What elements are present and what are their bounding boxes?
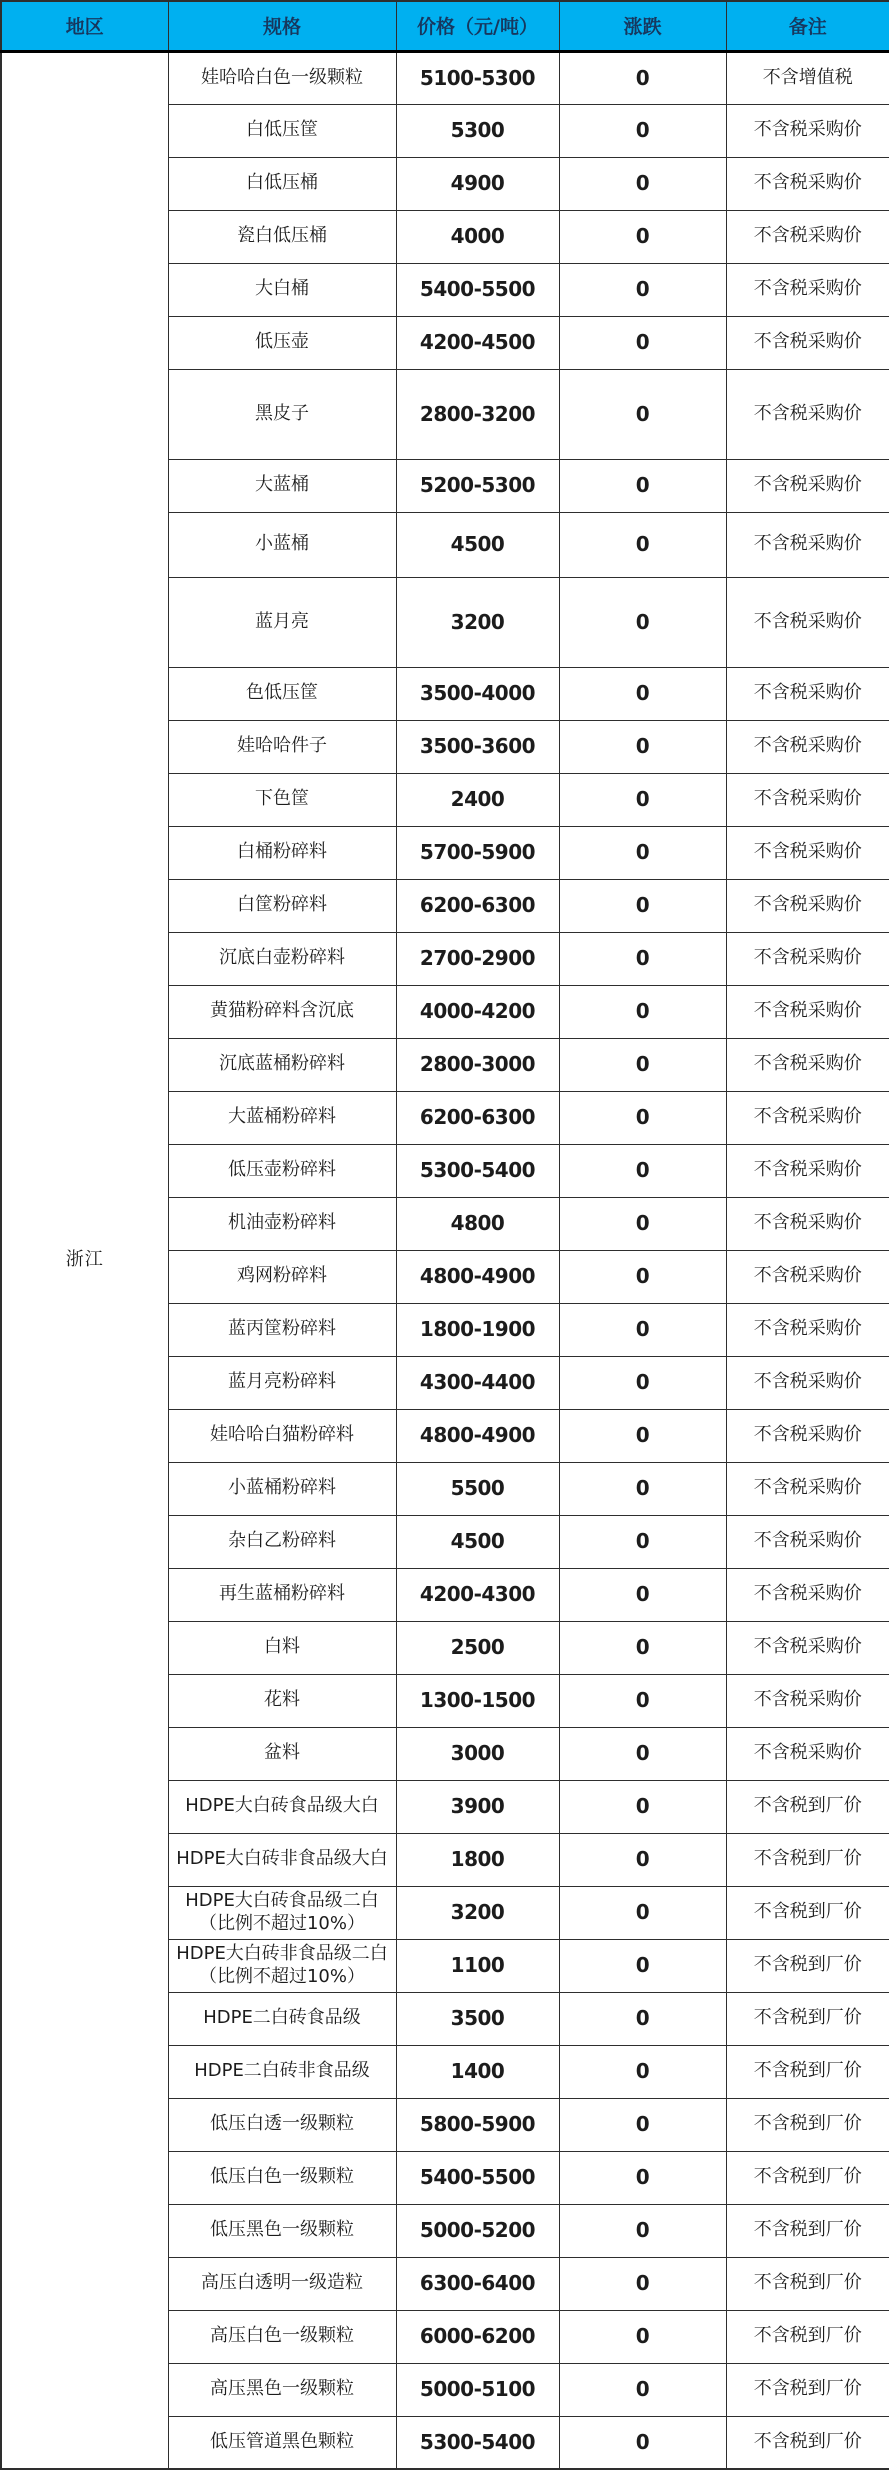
change-cell: 0 <box>559 157 726 210</box>
spec-cell: 娃哈哈件子 <box>168 720 396 773</box>
price-cell: 3900 <box>396 1780 559 1833</box>
col-header-spec: 规格 <box>168 1 396 51</box>
price-cell: 3200 <box>396 577 559 667</box>
change-cell: 0 <box>559 2045 726 2098</box>
spec-cell: HDPE二白砖非食品级 <box>168 2045 396 2098</box>
change-cell: 0 <box>559 263 726 316</box>
col-header-price: 价格（元/吨） <box>396 1 559 51</box>
spec-cell: 白料 <box>168 1621 396 1674</box>
remark-cell: 不含税采购价 <box>726 826 889 879</box>
spec-cell: 蓝丙筐粉碎料 <box>168 1303 396 1356</box>
spec-cell: 高压白色一级颗粒 <box>168 2310 396 2363</box>
price-cell: 4800 <box>396 1197 559 1250</box>
price-cell: 3500-4000 <box>396 667 559 720</box>
region-cell: 浙江 <box>1 51 168 2469</box>
col-header-remark: 备注 <box>726 1 889 51</box>
change-cell: 0 <box>559 1780 726 1833</box>
remark-cell: 不含税采购价 <box>726 985 889 1038</box>
spec-cell: 杂白乙粉碎料 <box>168 1515 396 1568</box>
change-cell: 0 <box>559 1833 726 1886</box>
remark-cell: 不含税采购价 <box>726 1303 889 1356</box>
remark-cell: 不含税到厂价 <box>726 1833 889 1886</box>
spec-cell: 高压黑色一级颗粒 <box>168 2363 396 2416</box>
remark-cell: 不含税到厂价 <box>726 2363 889 2416</box>
change-cell: 0 <box>559 2257 726 2310</box>
price-cell: 5300 <box>396 104 559 157</box>
change-cell: 0 <box>559 1038 726 1091</box>
remark-cell: 不含税到厂价 <box>726 2045 889 2098</box>
price-cell: 3200 <box>396 1886 559 1939</box>
remark-cell: 不含税采购价 <box>726 1356 889 1409</box>
spec-cell: 白筐粉碎料 <box>168 879 396 932</box>
change-cell: 0 <box>559 1250 726 1303</box>
price-cell: 6200-6300 <box>396 1091 559 1144</box>
price-cell: 1400 <box>396 2045 559 2098</box>
price-cell: 5300-5400 <box>396 1144 559 1197</box>
price-cell: 2800-3200 <box>396 369 559 459</box>
change-cell: 0 <box>559 667 726 720</box>
price-cell: 5300-5400 <box>396 2416 559 2469</box>
change-cell: 0 <box>559 1674 726 1727</box>
price-cell: 5700-5900 <box>396 826 559 879</box>
spec-cell: 低压壶 <box>168 316 396 369</box>
spec-cell: 娃哈哈白猫粉碎料 <box>168 1409 396 1462</box>
change-cell: 0 <box>559 1992 726 2045</box>
change-cell: 0 <box>559 1568 726 1621</box>
remark-cell: 不含税采购价 <box>726 1674 889 1727</box>
spec-cell: 瓷白低压桶 <box>168 210 396 263</box>
spec-cell: 下色筐 <box>168 773 396 826</box>
change-cell: 0 <box>559 104 726 157</box>
change-cell: 0 <box>559 1621 726 1674</box>
spec-cell: 大蓝桶粉碎料 <box>168 1091 396 1144</box>
spec-cell: 低压黑色一级颗粒 <box>168 2204 396 2257</box>
remark-cell: 不含税采购价 <box>726 1038 889 1091</box>
price-cell: 4200-4300 <box>396 1568 559 1621</box>
change-cell: 0 <box>559 1462 726 1515</box>
remark-cell: 不含税到厂价 <box>726 1992 889 2045</box>
change-cell: 0 <box>559 985 726 1038</box>
price-cell: 4800-4900 <box>396 1409 559 1462</box>
price-cell: 2500 <box>396 1621 559 1674</box>
price-cell: 5000-5100 <box>396 2363 559 2416</box>
change-cell: 0 <box>559 1727 726 1780</box>
price-cell: 2800-3000 <box>396 1038 559 1091</box>
remark-cell: 不含税到厂价 <box>726 1780 889 1833</box>
spec-cell: 低压壶粉碎料 <box>168 1144 396 1197</box>
remark-cell: 不含税采购价 <box>726 369 889 459</box>
spec-cell: HDPE大白砖非食品级大白 <box>168 1833 396 1886</box>
change-cell: 0 <box>559 1197 726 1250</box>
price-cell: 4000 <box>396 210 559 263</box>
remark-cell: 不含税到厂价 <box>726 2416 889 2469</box>
change-cell: 0 <box>559 369 726 459</box>
change-cell: 0 <box>559 316 726 369</box>
remark-cell: 不含税到厂价 <box>726 2098 889 2151</box>
spec-cell: HDPE大白砖食品级大白 <box>168 1780 396 1833</box>
spec-cell: 黄猫粉碎料含沉底 <box>168 985 396 1038</box>
spec-cell: HDPE大白砖食品级二白（比例不超过10%） <box>168 1886 396 1939</box>
price-cell: 4900 <box>396 157 559 210</box>
change-cell: 0 <box>559 1303 726 1356</box>
change-cell: 0 <box>559 2204 726 2257</box>
change-cell: 0 <box>559 773 726 826</box>
spec-cell: 机油壶粉碎料 <box>168 1197 396 1250</box>
change-cell: 0 <box>559 459 726 512</box>
remark-cell: 不含税到厂价 <box>726 1939 889 1992</box>
price-cell: 1100 <box>396 1939 559 1992</box>
price-cell: 4800-4900 <box>396 1250 559 1303</box>
price-cell: 4200-4500 <box>396 316 559 369</box>
change-cell: 0 <box>559 826 726 879</box>
change-cell: 0 <box>559 1515 726 1568</box>
price-cell: 4500 <box>396 1515 559 1568</box>
header-row <box>1 1 889 51</box>
change-cell: 0 <box>559 720 726 773</box>
price-cell: 1800-1900 <box>396 1303 559 1356</box>
change-cell: 0 <box>559 1939 726 1992</box>
spec-cell: 大白桶 <box>168 263 396 316</box>
change-cell: 0 <box>559 2363 726 2416</box>
spec-cell: 低压白色一级颗粒 <box>168 2151 396 2204</box>
spec-cell: 花料 <box>168 1674 396 1727</box>
spec-cell: 蓝月亮粉碎料 <box>168 1356 396 1409</box>
spec-cell: 小蓝桶 <box>168 512 396 577</box>
price-cell: 5200-5300 <box>396 459 559 512</box>
remark-cell: 不含税到厂价 <box>726 2204 889 2257</box>
spec-cell: 小蓝桶粉碎料 <box>168 1462 396 1515</box>
price-cell: 3000 <box>396 1727 559 1780</box>
change-cell: 0 <box>559 2416 726 2469</box>
remark-cell: 不含税采购价 <box>726 720 889 773</box>
change-cell: 0 <box>559 577 726 667</box>
change-cell: 0 <box>559 879 726 932</box>
remark-cell: 不含税采购价 <box>726 157 889 210</box>
remark-cell: 不含税采购价 <box>726 932 889 985</box>
price-cell: 4300-4400 <box>396 1356 559 1409</box>
change-cell: 0 <box>559 2310 726 2363</box>
col-header-change: 涨跌 <box>559 1 726 51</box>
remark-cell: 不含税采购价 <box>726 1462 889 1515</box>
spec-cell: 白桶粉碎料 <box>168 826 396 879</box>
spec-cell: 沉底白壶粉碎料 <box>168 932 396 985</box>
spec-cell: 白低压筐 <box>168 104 396 157</box>
price-cell: 5500 <box>396 1462 559 1515</box>
remark-cell: 不含税采购价 <box>726 459 889 512</box>
table-body <box>1 51 889 2469</box>
remark-cell: 不含税采购价 <box>726 1568 889 1621</box>
change-cell: 0 <box>559 932 726 985</box>
change-cell: 0 <box>559 1409 726 1462</box>
change-cell: 0 <box>559 2098 726 2151</box>
remark-cell: 不含税到厂价 <box>726 2257 889 2310</box>
spec-cell: 低压管道黑色颗粒 <box>168 2416 396 2469</box>
price-cell: 6200-6300 <box>396 879 559 932</box>
price-cell: 1800 <box>396 1833 559 1886</box>
spec-cell: 娃哈哈白色一级颗粒 <box>168 51 396 104</box>
spec-cell: 大蓝桶 <box>168 459 396 512</box>
price-cell: 3500 <box>396 1992 559 2045</box>
change-cell: 0 <box>559 210 726 263</box>
price-cell: 5800-5900 <box>396 2098 559 2151</box>
spec-cell: 黑皮子 <box>168 369 396 459</box>
spec-cell: HDPE大白砖非食品级二白（比例不超过10%） <box>168 1939 396 1992</box>
change-cell: 0 <box>559 512 726 577</box>
price-cell: 5400-5500 <box>396 2151 559 2204</box>
remark-cell: 不含增值税 <box>726 51 889 104</box>
price-cell: 4500 <box>396 512 559 577</box>
price-cell: 2700-2900 <box>396 932 559 985</box>
price-cell: 1300-1500 <box>396 1674 559 1727</box>
spec-cell: 色低压筐 <box>168 667 396 720</box>
price-cell: 5000-5200 <box>396 2204 559 2257</box>
col-header-region: 地区 <box>1 1 168 51</box>
price-cell: 6300-6400 <box>396 2257 559 2310</box>
spec-cell: 蓝月亮 <box>168 577 396 667</box>
remark-cell: 不含税采购价 <box>726 879 889 932</box>
table-row <box>1 51 889 104</box>
remark-cell: 不含税采购价 <box>726 512 889 577</box>
price-cell: 5400-5500 <box>396 263 559 316</box>
remark-cell: 不含税采购价 <box>726 667 889 720</box>
change-cell: 0 <box>559 2151 726 2204</box>
spec-cell: 鸡网粉碎料 <box>168 1250 396 1303</box>
price-cell: 2400 <box>396 773 559 826</box>
remark-cell: 不含税采购价 <box>726 1515 889 1568</box>
price-cell: 3500-3600 <box>396 720 559 773</box>
remark-cell: 不含税采购价 <box>726 1197 889 1250</box>
spec-cell: 沉底蓝桶粉碎料 <box>168 1038 396 1091</box>
spec-cell: 低压白透一级颗粒 <box>168 2098 396 2151</box>
remark-cell: 不含税采购价 <box>726 1091 889 1144</box>
spec-cell: 再生蓝桶粉碎料 <box>168 1568 396 1621</box>
spec-cell: HDPE二白砖食品级 <box>168 1992 396 2045</box>
remark-cell: 不含税采购价 <box>726 773 889 826</box>
change-cell: 0 <box>559 51 726 104</box>
spec-cell: 高压白透明一级造粒 <box>168 2257 396 2310</box>
remark-cell: 不含税采购价 <box>726 210 889 263</box>
change-cell: 0 <box>559 1356 726 1409</box>
remark-cell: 不含税采购价 <box>726 1727 889 1780</box>
remark-cell: 不含税到厂价 <box>726 1886 889 1939</box>
remark-cell: 不含税采购价 <box>726 1250 889 1303</box>
change-cell: 0 <box>559 1886 726 1939</box>
remark-cell: 不含税采购价 <box>726 1144 889 1197</box>
remark-cell: 不含税到厂价 <box>726 2310 889 2363</box>
remark-cell: 不含税采购价 <box>726 104 889 157</box>
remark-cell: 不含税采购价 <box>726 263 889 316</box>
remark-cell: 不含税采购价 <box>726 577 889 667</box>
remark-cell: 不含税到厂价 <box>726 2151 889 2204</box>
price-cell: 4000-4200 <box>396 985 559 1038</box>
change-cell: 0 <box>559 1144 726 1197</box>
spec-cell: 白低压桶 <box>168 157 396 210</box>
remark-cell: 不含税采购价 <box>726 316 889 369</box>
change-cell: 0 <box>559 1091 726 1144</box>
remark-cell: 不含税采购价 <box>726 1621 889 1674</box>
remark-cell: 不含税采购价 <box>726 1409 889 1462</box>
spec-cell: 盆料 <box>168 1727 396 1780</box>
price-cell: 6000-6200 <box>396 2310 559 2363</box>
price-cell: 5100-5300 <box>396 51 559 104</box>
